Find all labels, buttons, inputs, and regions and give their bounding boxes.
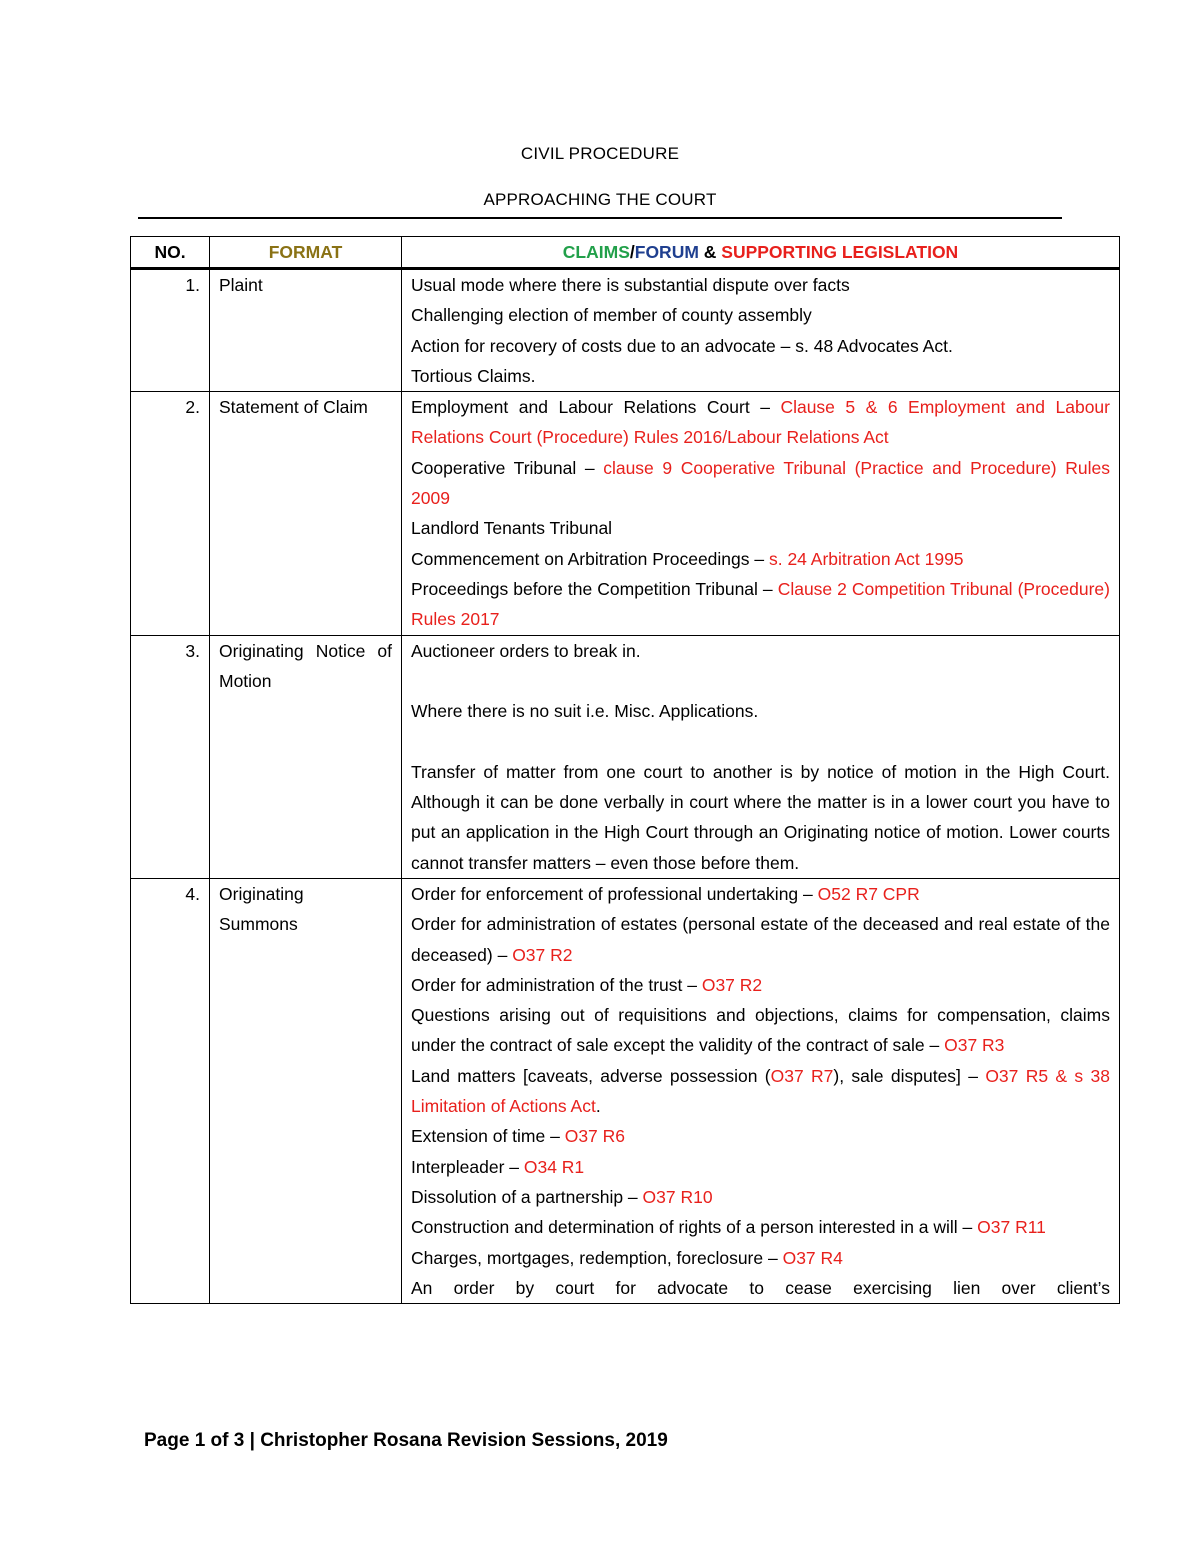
claim-entry (411, 970, 1110, 1000)
row-claims (402, 392, 1120, 635)
claim-entry (411, 1273, 1110, 1303)
claim-entry: Action for recovery of costs due to an advocate – s. 48 Advocates Act. (411, 335, 953, 356)
claim-entry: Challenging election of member of county assembly (411, 305, 812, 326)
claim-entry (411, 1152, 1110, 1182)
header-slash: / (629, 242, 635, 262)
row-format (210, 635, 402, 878)
format-label: Plaint (219, 275, 263, 295)
header-format: FORMAT (210, 237, 402, 269)
row-number: 4. (131, 878, 210, 1303)
claim-entry: Tortious Claims. (411, 365, 536, 386)
claim-entry (411, 879, 1110, 909)
header-forum-label: FORUM (634, 242, 699, 262)
claim-text: Charges, mortgages, redemption, foreclosure – (411, 1247, 783, 1268)
claim-text: ), sale disputes] – (833, 1065, 986, 1086)
header-claims-label: CLAIMS (562, 242, 630, 262)
claim-text: Extension of time – (411, 1126, 565, 1147)
claim-text: Landlord Tenants Tribunal (411, 518, 613, 539)
legislation-ref: clause 9 Cooperative Tribunal (Practice and Procedure) Rules 2009 (411, 457, 1110, 509)
legislation-ref: Clause 5 & 6 Employment and Labour Relations Court (Procedure) Rules 2016/Labour Relations Act (411, 397, 1110, 448)
legislation-ref: O37 R2 (512, 944, 573, 965)
claim-entry: Transfer of matter from one court to another is by notice of motion in the High Court. Although it can be done verbally in court where the matter is in a lower court you have to put an application in the High Court through an Originating notice of motion. Lower courts cannot transfer matters – even those before them. (411, 761, 1110, 873)
claim-text: Proceedings before the Competition Tribunal – (411, 578, 778, 599)
claim-entry: Auctioneer orders to break in. (411, 640, 641, 661)
table-row (131, 878, 1120, 1303)
court-format-table (130, 236, 1120, 1304)
claim-text: Questions arising out of requisitions and objections, claims for compensation, claims under the contract of sale except the validity of the contract of sale – (411, 1005, 1110, 1056)
legislation-ref: Clause 2 Competition Tribunal (Procedure) Rules 2017 (411, 578, 1110, 630)
table-row (131, 269, 1120, 392)
claim-entry (411, 1000, 1110, 1061)
page-footer: Page 1 of 3 | Christopher Rosana Revision Sessions, 2019 (144, 1430, 668, 1451)
row-claims (402, 635, 1120, 878)
table-header-row (131, 237, 1120, 269)
claim-text: Construction and determination of rights of a person interested in a will – (411, 1217, 978, 1238)
row-claims (402, 269, 1120, 392)
claim-entry (411, 392, 1110, 453)
claim-text: . (595, 1096, 601, 1117)
claim-text: An order by court for advocate to cease exercising lien over client’s (411, 1277, 1110, 1298)
spacer (411, 666, 1110, 696)
legislation-ref: O34 R1 (523, 1156, 585, 1177)
claim-text: Order for enforcement of professional undertaking – (411, 883, 818, 904)
legislation-ref: O37 R10 (642, 1186, 713, 1207)
format-label: Originating Notice of Motion (219, 640, 392, 691)
row-format (210, 392, 402, 635)
claim-text: Employment and Labour Relations Court – (411, 397, 781, 418)
claim-entry (411, 1243, 1110, 1273)
claim-text: Order for administration of estates (personal estate of the deceased and real estate of the deceased) – (411, 914, 1110, 965)
title-rule (138, 217, 1062, 219)
claim-entry (411, 1061, 1110, 1122)
table-row (131, 635, 1120, 878)
claim-entry: Usual mode where there is substantial dispute over facts (411, 275, 850, 295)
claim-text: Land matters [caveats, adverse possession ( (411, 1065, 771, 1086)
row-number: 3. (131, 635, 210, 878)
header-claims (402, 237, 1120, 269)
format-label: Originating Summons (219, 883, 304, 935)
row-number: 1. (131, 269, 210, 392)
legislation-ref: O37 R11 (977, 1217, 1046, 1238)
claim-entry (411, 544, 1110, 574)
legislation-ref: O37 R7 (770, 1065, 834, 1086)
claim-text: Order for administration of the trust – (411, 974, 702, 995)
row-format (210, 269, 402, 392)
claim-text: Interpleader – (411, 1156, 524, 1177)
legislation-ref: O37 R5 & s 38 Limitation of Actions Act (411, 1065, 1110, 1117)
legislation-ref: O37 R3 (944, 1035, 1005, 1056)
row-format (210, 878, 402, 1303)
legislation-ref: s. 24 Arbitration Act 1995 (768, 548, 964, 569)
table-row (131, 392, 1120, 635)
claim-entry (411, 1182, 1110, 1212)
claim-entry (411, 513, 1110, 543)
claim-entry (411, 909, 1110, 970)
document-title: CIVIL PROCEDURE (520, 144, 680, 163)
row-claims (402, 878, 1120, 1303)
claim-entry (411, 1121, 1110, 1151)
format-label: Statement of Claim (219, 397, 368, 418)
header-legislation-label: SUPPORTING LEGISLATION (721, 242, 959, 262)
legislation-ref: O52 R7 CPR (817, 883, 920, 904)
claim-entry (411, 1212, 1110, 1242)
document-subtitle: APPROACHING THE COURT (483, 190, 717, 209)
header-amp: & (698, 242, 722, 262)
row-number: 2. (131, 392, 210, 635)
claim-entry (411, 453, 1110, 514)
claim-text: Commencement on Arbitration Proceedings – (411, 548, 769, 569)
claim-entry (411, 574, 1110, 635)
legislation-ref: O37 R4 (782, 1247, 843, 1268)
claim-entry: Where there is no suit i.e. Misc. Applications. (411, 701, 759, 722)
claim-text: Dissolution of a partnership – (411, 1186, 643, 1207)
claim-text: Cooperative Tribunal – (411, 457, 604, 478)
legislation-ref: O37 R6 (564, 1126, 626, 1147)
header-no: NO. (131, 237, 210, 269)
spacer (411, 726, 1110, 756)
legislation-ref: O37 R2 (701, 974, 763, 995)
